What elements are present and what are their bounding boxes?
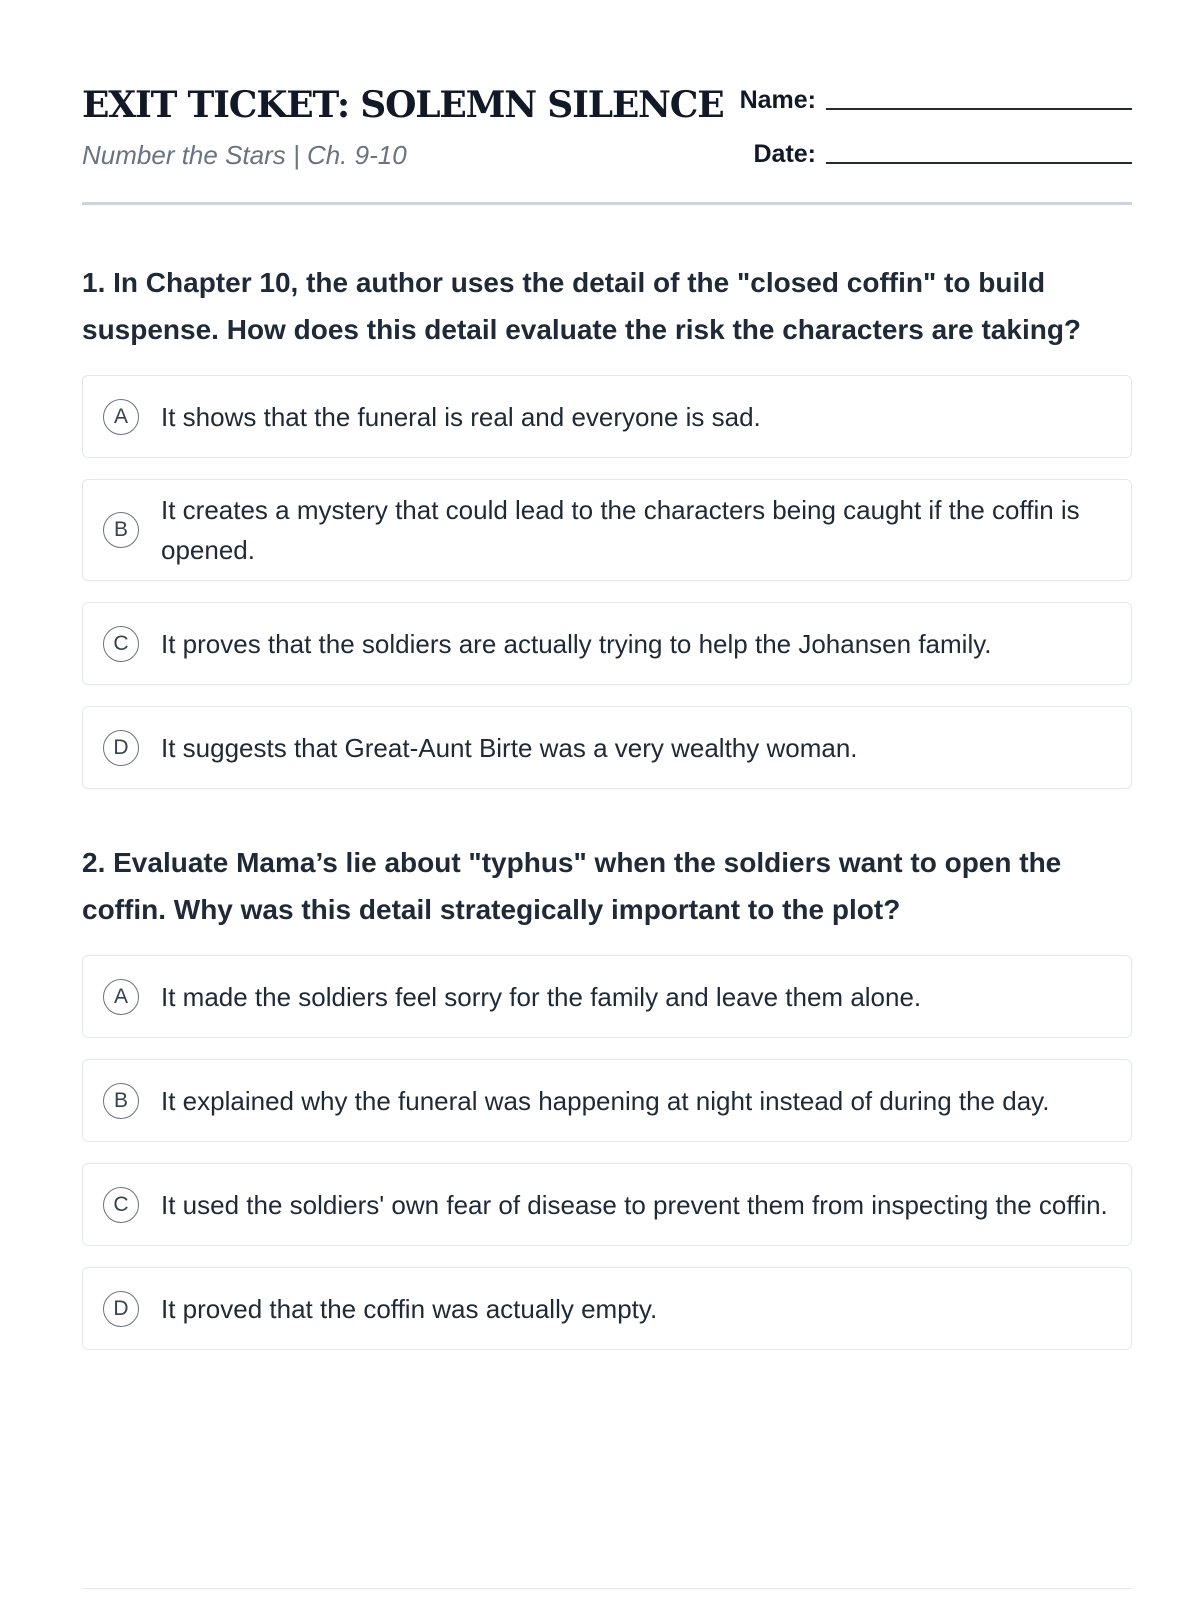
question-2-option-a[interactable] [82,955,1132,1038]
question-2-options [82,955,1132,1350]
option-text: It suggests that Great-Aunt Birte was a very wealthy woman. [161,732,858,763]
footer-divider [82,1588,1132,1589]
option-text: It used the soldiers' own fear of disease to prevent them from inspecting the coffin. [161,1189,1108,1220]
question-1-option-a[interactable] [82,375,1132,458]
option-letter-badge: D [103,730,139,766]
name-field [740,86,1132,115]
date-label: Date: [753,140,816,168]
name-blank-line[interactable] [826,108,1132,110]
question-1-option-b[interactable] [82,479,1132,581]
page-subtitle: Number the Stars | Ch. 9-10 [82,140,407,170]
option-letter-badge: A [103,979,139,1015]
worksheet-header [82,0,1132,205]
question-2-option-d[interactable] [82,1267,1132,1350]
name-label: Name: [739,86,816,114]
option-letter-badge: D [103,1291,139,1327]
option-text: It proved that the coffin was actually empty. [161,1293,658,1324]
option-text: It explained why the funeral was happening at night instead of during the day. [161,1085,1050,1116]
question-1-prompt: 1. In Chapter 10, the author uses the detail of the "closed coffin" to build suspense. How does this detail evaluate the risk the characters are taking? [82,267,1082,345]
option-letter-badge: C [103,626,139,662]
question-2-option-b[interactable] [82,1059,1132,1142]
option-letter-badge: B [103,1083,139,1119]
option-letter-badge: C [103,1187,139,1223]
date-blank-line[interactable] [826,162,1132,164]
page-title: EXIT TICKET: SOLEMN SILENCE [82,84,724,126]
option-letter-badge: A [103,399,139,435]
option-text: It made the soldiers feel sorry for the family and leave them alone. [161,981,922,1012]
option-text: It proves that the soldiers are actually trying to help the Johansen family. [161,628,992,659]
option-text: It shows that the funeral is real and everyone is sad. [161,401,761,432]
question-1-option-c[interactable] [82,602,1132,685]
option-text: It creates a mystery that could lead to the characters being caught if the coffin is opened. [161,495,1080,565]
date-field [753,140,1132,169]
exit-ticket-page [82,0,1132,1350]
question-1-option-d[interactable] [82,706,1132,789]
question-2-prompt: 2. Evaluate Mama’s lie about "typhus" when the soldiers want to open the coffin. Why was this detail strategically important to the plot? [82,847,1062,925]
question-2-option-c[interactable] [82,1163,1132,1246]
question-1-options [82,375,1132,789]
option-letter-badge: B [103,512,139,548]
